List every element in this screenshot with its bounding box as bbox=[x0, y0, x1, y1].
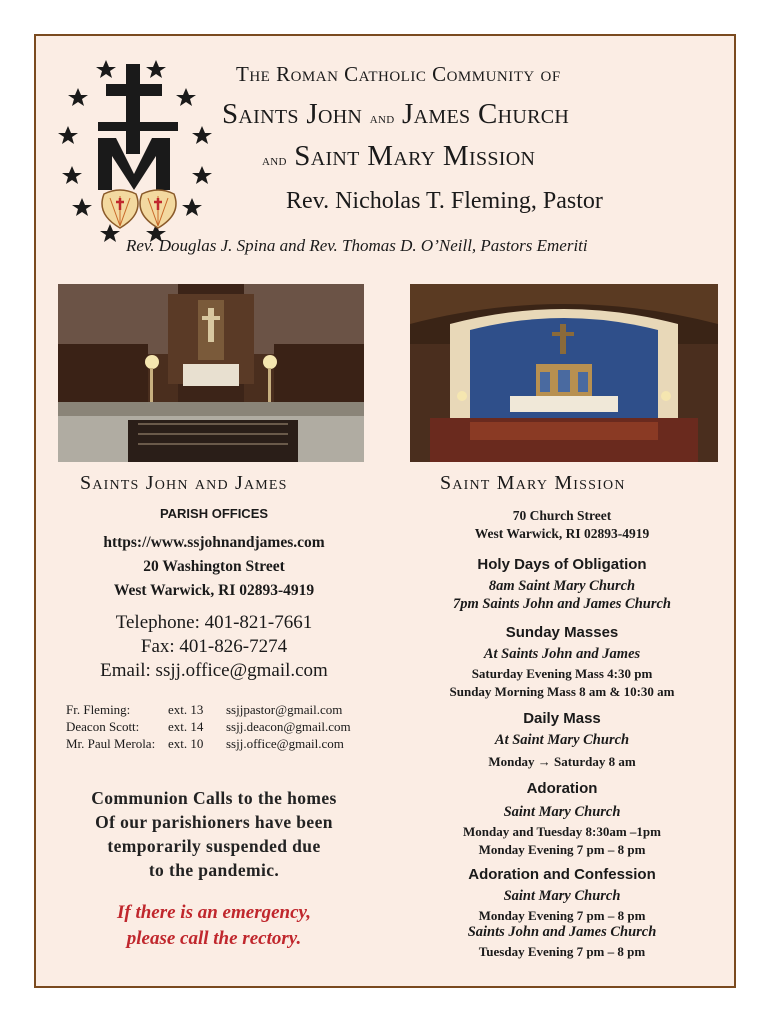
daily-line: Monday → Saturday 8 am bbox=[488, 754, 636, 769]
sunday-masses-heading: Sunday Masses bbox=[505, 624, 619, 641]
title-saints-john: Saints John bbox=[222, 98, 363, 130]
adoration-heading: Adoration bbox=[526, 780, 598, 797]
communion-line: Of our parishioners have been bbox=[95, 812, 333, 832]
parish-offices-label: PARISH OFFICES bbox=[159, 506, 269, 521]
church-interior-photo-right bbox=[410, 284, 718, 462]
holy-days-heading: Holy Days of Obligation bbox=[477, 556, 647, 573]
emergency-notice bbox=[36, 900, 392, 952]
title-roman-catholic: Roman Catholic Community of bbox=[276, 62, 561, 86]
daily-location: At Saint Mary Church bbox=[494, 732, 630, 748]
extension-number: ext. 14 bbox=[168, 719, 204, 734]
daily-mass-heading: Daily Mass bbox=[523, 710, 601, 727]
sunday-line: Sunday Morning Mass 8 am & 10:30 am bbox=[449, 684, 675, 699]
email-address[interactable]: Email: ssjj.office@gmail.com bbox=[100, 660, 328, 681]
telephone-number: Telephone: 401-821-7661 bbox=[115, 612, 313, 633]
right-column-heading: Saint Mary Mission bbox=[440, 472, 626, 494]
title-and: and bbox=[369, 110, 395, 127]
extension-name: Mr. Paul Merola: bbox=[66, 736, 156, 751]
extension-email[interactable]: ssjjpastor@gmail.com bbox=[226, 702, 343, 717]
confession-location: Saints John and James Church bbox=[467, 924, 657, 940]
confession-location: Saint Mary Church bbox=[503, 888, 621, 904]
title-james-church: James Church bbox=[402, 98, 570, 130]
communion-notice bbox=[36, 786, 392, 882]
communion-line: to the pandemic. bbox=[148, 860, 280, 880]
title-the: The bbox=[236, 62, 271, 86]
adoration-confession-heading: Adoration and Confession bbox=[468, 866, 656, 883]
marian-cross-logo-icon bbox=[58, 46, 226, 246]
confession-line: Tuesday Evening 7 pm – 8 pm bbox=[478, 944, 646, 959]
flyer-page bbox=[34, 34, 736, 988]
adoration-line: Monday Evening 7 pm – 8 pm bbox=[478, 842, 646, 857]
title-saint-mary: Saint Mary Mission bbox=[294, 140, 536, 172]
emergency-line: If there is an emergency, bbox=[116, 902, 312, 923]
left-column-heading: Saints John and James bbox=[80, 472, 288, 494]
sunday-line: Saturday Evening Mass 4:30 pm bbox=[471, 666, 653, 681]
scallop-shell-icon bbox=[140, 190, 176, 228]
emeriti-line: Rev. Douglas J. Spina and Rev. Thomas D. O’Neill, Pastors Emeriti bbox=[126, 236, 588, 255]
extension-email[interactable]: ssjj.deacon@gmail.com bbox=[226, 719, 351, 734]
fax-number: Fax: 401-826-7274 bbox=[140, 636, 288, 657]
extension-number: ext. 10 bbox=[168, 736, 204, 751]
right-address-city: West Warwick, RI 02893-4919 bbox=[474, 526, 650, 541]
title-community bbox=[236, 62, 656, 87]
left-address-city: West Warwick, RI 02893-4919 bbox=[113, 582, 315, 599]
holy-days-line: 8am Saint Mary Church bbox=[488, 578, 636, 594]
communion-line: temporarily suspended due bbox=[107, 836, 321, 856]
emergency-line: please call the rectory. bbox=[126, 928, 302, 949]
adoration-location: Saint Mary Church bbox=[503, 804, 621, 820]
extension-number: ext. 13 bbox=[168, 702, 204, 717]
extension-name: Fr. Fleming: bbox=[66, 702, 131, 717]
communion-line: Communion Calls to the homes bbox=[91, 788, 337, 808]
church-interior-photo-left bbox=[58, 284, 364, 462]
adoration-line: Monday and Tuesday 8:30am –1pm bbox=[463, 824, 661, 839]
scallop-shell-icon bbox=[102, 190, 138, 228]
holy-days-line: 7pm Saints John and James Church bbox=[453, 596, 671, 612]
sunday-location: At Saints John and James bbox=[483, 646, 641, 662]
pastor-line: Rev. Nicholas T. Fleming, Pastor bbox=[286, 188, 603, 214]
left-address-street: 20 Washington Street bbox=[143, 558, 285, 575]
title-church bbox=[222, 98, 682, 131]
confession-line: Monday Evening 7 pm – 8 pm bbox=[478, 908, 646, 923]
title-mission bbox=[262, 140, 682, 173]
extension-name: Deacon Scott: bbox=[66, 719, 140, 734]
website-link[interactable]: https://www.ssjohnandjames.com bbox=[103, 534, 325, 551]
right-address-street: 70 Church Street bbox=[512, 508, 612, 523]
extension-email[interactable]: ssjj.office@gmail.com bbox=[226, 736, 344, 751]
title-and-2: and bbox=[262, 152, 287, 169]
